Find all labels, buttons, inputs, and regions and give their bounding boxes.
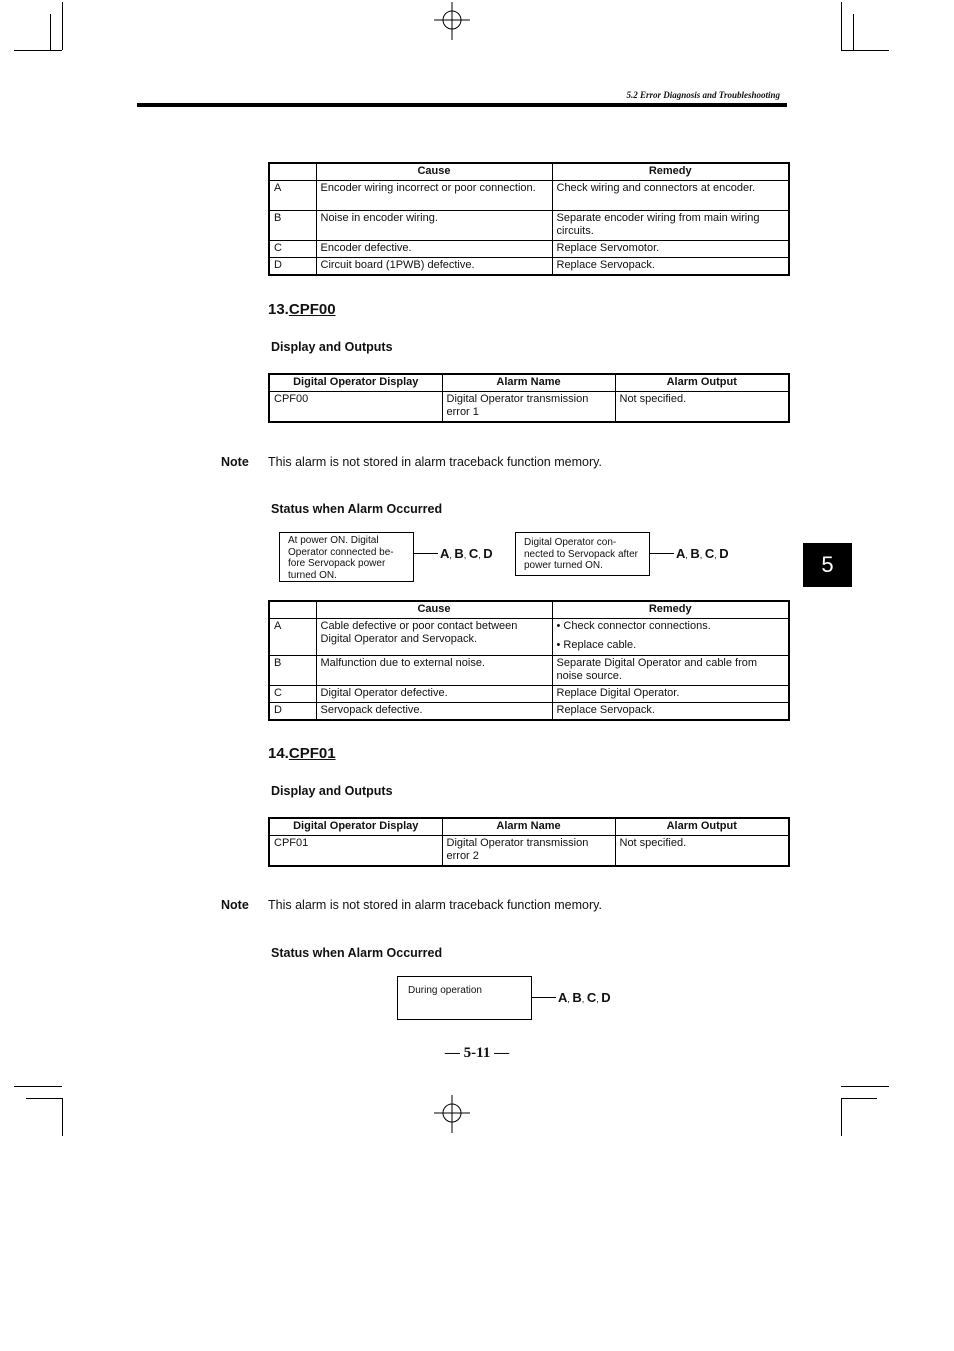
table-row: A Cable defective or poor contact between Digital Operator and Servopack. • Check connector connections. • Replace cable.: [269, 619, 789, 656]
connector-line: [650, 553, 674, 554]
table-row: C Digital Operator defective. Replace Digital Operator.: [269, 686, 789, 703]
registration-mark-top: [432, 2, 472, 42]
table-header: Alarm Name: [442, 374, 615, 392]
status-box-power-on: At power ON. Digital Operator connected be-fore Servopack power turned ON.: [279, 532, 414, 582]
connector-line: [532, 997, 556, 998]
table-header: Digital Operator Display: [269, 374, 442, 392]
note-text: This alarm is not stored in alarm traceback function memory.: [268, 898, 602, 912]
status-heading: Status when Alarm Occurred: [271, 946, 443, 960]
header-rule: [137, 103, 787, 107]
table-header: Alarm Output: [615, 374, 789, 392]
section-14-heading: 14.CPF01: [268, 745, 336, 762]
cause-remedy-table-prev: [268, 162, 790, 276]
status-heading: Status when Alarm Occurred: [271, 502, 443, 516]
display-outputs-heading: Display and Outputs: [271, 340, 393, 354]
table-header: Cause: [316, 163, 552, 181]
cause-letters: A, B, C, D: [676, 546, 729, 561]
table-header: Remedy: [552, 601, 789, 619]
display-outputs-table-cpf01: [268, 817, 790, 867]
table-row: D Servopack defective. Replace Servopack.: [269, 703, 789, 721]
page-number: — 5-11 —: [444, 1045, 510, 1061]
note-label: Note: [221, 455, 249, 469]
table-header: [269, 163, 316, 181]
chapter-tab: 5: [803, 543, 852, 587]
section-14-title: CPF01: [288, 745, 336, 762]
table-row: C Encoder defective. Replace Servomotor.: [269, 241, 789, 258]
note-text: This alarm is not stored in alarm traceback function memory.: [268, 455, 602, 469]
table-row: CPF01 Digital Operator transmission error 2 Not specified.: [269, 836, 789, 867]
registration-mark-bottom: [432, 1093, 472, 1133]
section-13-title: CPF00: [288, 301, 336, 318]
table-row: CPF00 Digital Operator transmission error 1 Not specified.: [269, 392, 789, 423]
status-box-after-power: Digital Operator con-nected to Servopack after power turned ON.: [515, 532, 650, 576]
cause-remedy-table-cpf00: [268, 600, 790, 721]
table-row: D Circuit board (1PWB) defective. Replace Servopack.: [269, 258, 789, 276]
table-header: Alarm Output: [615, 818, 789, 836]
cause-letters: A, B, C, D: [440, 546, 493, 561]
table-header: Digital Operator Display: [269, 818, 442, 836]
table-header: [269, 601, 316, 619]
note-label: Note: [221, 898, 249, 912]
cause-letters: A, B, C, D: [558, 990, 611, 1005]
table-row: A Encoder wiring incorrect or poor connection. Check wiring and connectors at encoder.: [269, 181, 789, 211]
section-13-heading: 13.CPF00: [268, 301, 336, 318]
display-outputs-table-cpf00: [268, 373, 790, 423]
table-header: Cause: [316, 601, 552, 619]
connector-line: [414, 553, 438, 554]
table-header: Remedy: [552, 163, 789, 181]
display-outputs-heading: Display and Outputs: [271, 784, 393, 798]
status-box-during-operation: During operation: [397, 976, 532, 1020]
table-row: B Noise in encoder wiring. Separate encoder wiring from main wiring circuits.: [269, 211, 789, 241]
table-header: Alarm Name: [442, 818, 615, 836]
running-header: 5.2 Error Diagnosis and Troubleshooting: [626, 90, 780, 100]
table-row: B Malfunction due to external noise. Separate Digital Operator and cable from noise source.: [269, 656, 789, 686]
